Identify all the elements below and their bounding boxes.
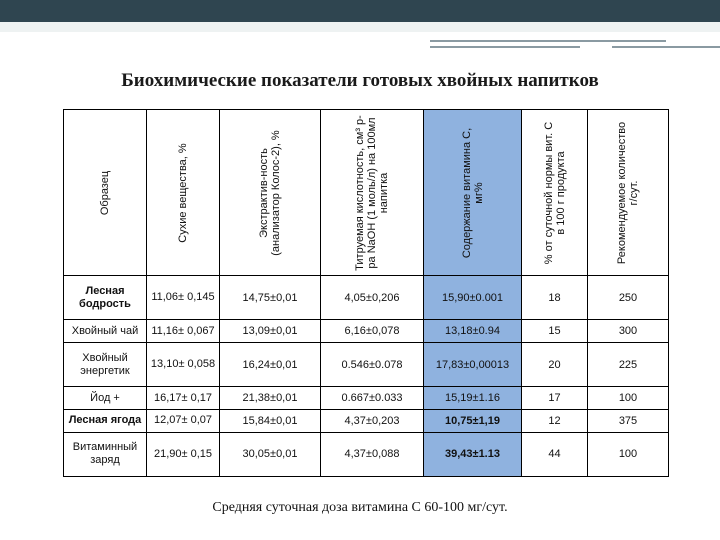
cell-sample: Лесная ягода [64,409,147,432]
col-header-extractivity: Экстрактив-ность (анализатор Колос-2), % [220,110,321,276]
table-row [64,409,669,432]
table-row [64,342,669,386]
table-row [64,432,669,476]
cell-acidity: 4,37±0,088 [321,432,424,476]
table-row [64,320,669,343]
top-bar [0,0,720,22]
cell-extractivity: 30,05±0,01 [220,432,321,476]
cell-acidity: 4,37±0,203 [321,409,424,432]
cell-vitamin-c: 15,90±0.001 [424,276,522,320]
cell-recommended: 250 [588,276,669,320]
cell-vitamin-c: 17,83±0,00013 [424,342,522,386]
cell-recommended: 100 [588,387,669,410]
top-bar-accent [0,22,720,32]
col-header-acidity: Титруемая кислотность, см³ р-ра NaOH (1 моль/л) на 100мл напитка [321,110,424,276]
cell-sample: Хвойный энергетик [64,342,147,386]
col-header-dry-matter: Сухие вещества, % [147,110,220,276]
cell-dry-matter: 11,06± 0,145 [147,276,220,320]
col-header-recommended: Рекомендуемое количество г/сут. [588,110,669,276]
cell-daily-norm: 44 [522,432,588,476]
decor-line-3 [612,46,720,48]
cell-sample: Лесная бодрость [64,276,147,320]
data-table [63,109,669,477]
cell-daily-norm: 20 [522,342,588,386]
col-header-daily-norm: % от суточной нормы вит. С в 100 г продукта [522,110,588,276]
cell-daily-norm: 18 [522,276,588,320]
cell-dry-matter: 12,07± 0,07 [147,409,220,432]
cell-acidity: 0.667±0.033 [321,387,424,410]
cell-extractivity: 14,75±0,01 [220,276,321,320]
cell-extractivity: 13,09±0,01 [220,320,321,343]
cell-vitamin-c: 13,18±0.94 [424,320,522,343]
cell-sample: Хвойный чай [64,320,147,343]
footer-note: Средняя суточная доза витамина С 60-100 мг/сут. [212,500,508,515]
decor-line-2 [430,46,580,48]
col-header-vitamin-c: Содержание витамина С, мг% [424,110,522,276]
cell-recommended: 375 [588,409,669,432]
cell-sample: Йод + [64,387,147,410]
cell-acidity: 4,05±0,206 [321,276,424,320]
cell-recommended: 100 [588,432,669,476]
cell-recommended: 225 [588,342,669,386]
cell-acidity: 0.546±0.078 [321,342,424,386]
cell-daily-norm: 12 [522,409,588,432]
cell-sample: Витаминный заряд [64,432,147,476]
cell-vitamin-c: 10,75±1,19 [424,409,522,432]
slide-title: Биохимические показатели готовых хвойных напитков [121,70,599,91]
cell-vitamin-c: 15,19±1.16 [424,387,522,410]
cell-extractivity: 15,84±0,01 [220,409,321,432]
table-row [64,387,669,410]
cell-dry-matter: 11,16± 0,067 [147,320,220,343]
cell-recommended: 300 [588,320,669,343]
cell-acidity: 6,16±0,078 [321,320,424,343]
cell-extractivity: 16,24±0,01 [220,342,321,386]
cell-extractivity: 21,38±0,01 [220,387,321,410]
cell-daily-norm: 17 [522,387,588,410]
table-row [64,276,669,320]
decor-line-1 [430,40,666,42]
cell-vitamin-c: 39,43±1.13 [424,432,522,476]
cell-dry-matter: 21,90± 0,15 [147,432,220,476]
cell-dry-matter: 16,17± 0,17 [147,387,220,410]
header-row [64,110,669,276]
col-header-sample: Образец [64,110,147,276]
cell-daily-norm: 15 [522,320,588,343]
cell-dry-matter: 13,10± 0,058 [147,342,220,386]
